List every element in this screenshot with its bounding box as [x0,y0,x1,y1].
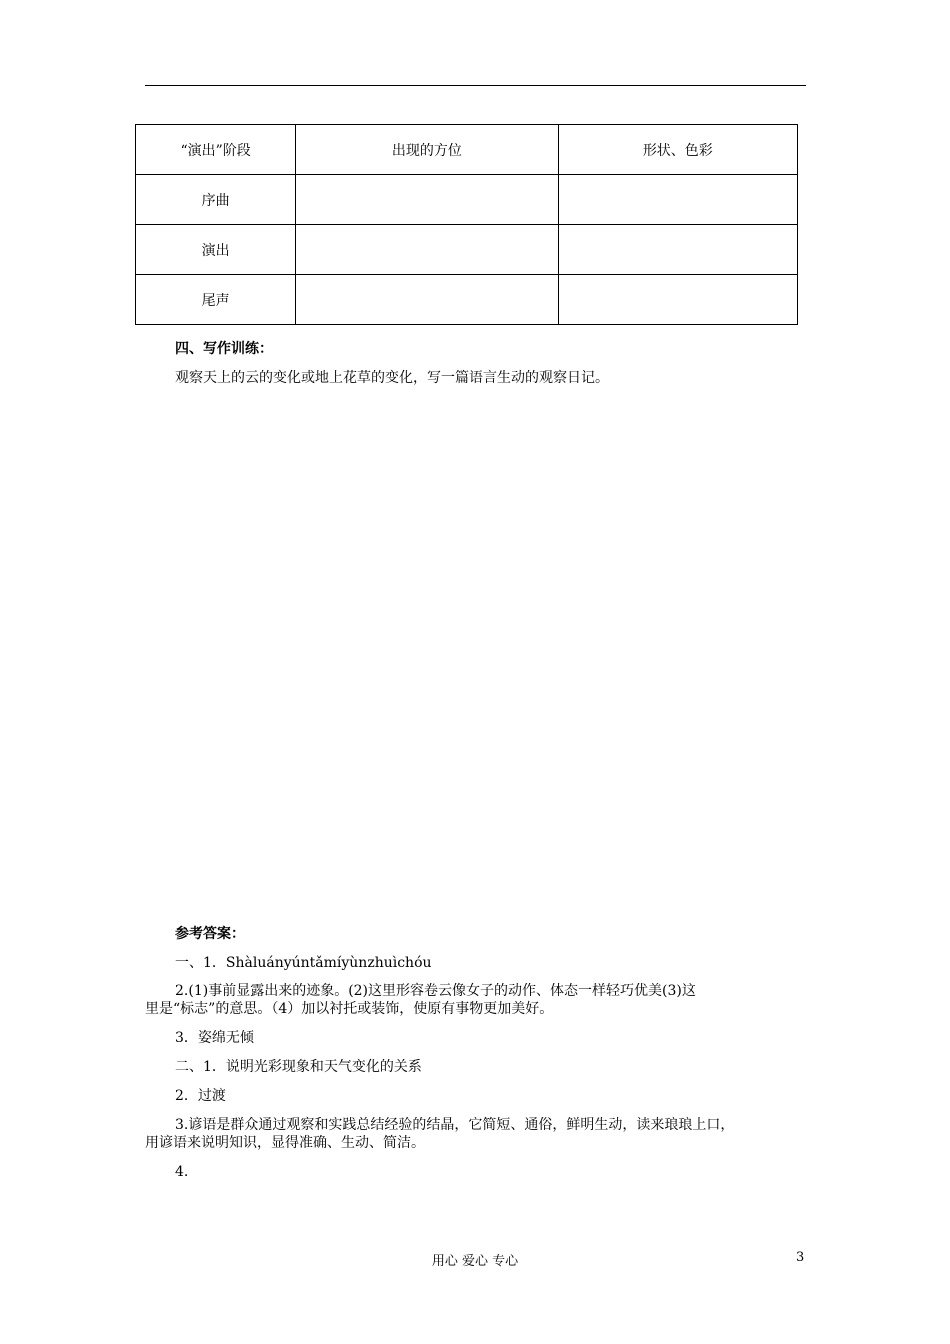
answer-1-3: 3．姿绵无倾 [175,1030,254,1046]
answer-1-1: 一、1．Shàluányúntǎmíyùnzhuìchóu [175,955,432,971]
page-number: 3 [796,1250,805,1265]
answer-2-3-line1: 3.谚语是群众通过观察和实践总结经验的结晶，它简短、通俗，鲜明生动，读来琅琅上口， [175,1117,735,1133]
answer-1-2-line2: 里是“标志”的意思。（4）加以衬托或装饰，使原有事物更加美好。 [145,1001,554,1017]
table-header-row [136,125,798,175]
answers-heading: 参考答案： [175,926,245,942]
answer-2-2: 2．过渡 [175,1088,226,1104]
answer-2-1: 二、1．说明光彩现象和天气变化的关系 [175,1059,422,1075]
header-stage: “演出”阶段 [136,125,296,175]
answer-1-2-line1: 2.(1)事前显露出来的迹象。(2)这里形容卷云像女子的动作、体态一样轻巧优美(3)这 [175,983,696,999]
header-rule [145,85,806,86]
section4-heading: 四、写作训练： [175,341,273,357]
row-shape-cell [558,275,797,325]
row-position-cell [296,225,558,275]
table-row [136,225,798,275]
row-position-cell [296,275,558,325]
table-row [136,275,798,325]
row-position-cell [296,175,558,225]
row-shape-cell [558,225,797,275]
header-shape-color: 形状、色彩 [558,125,797,175]
answer-2-3-line2: 用谚语来说明知识，显得准确、生动、简洁。 [145,1135,425,1151]
footer-motto: 用心 爱心 专心 [431,1254,519,1269]
header-position: 出现的方位 [296,125,558,175]
answer-2-4: 4. [175,1164,189,1180]
row-stage: 序曲 [136,175,296,225]
section4-text: 观察天上的云的变化或地上花草的变化，写一篇语言生动的观察日记。 [175,370,609,386]
stage-table [135,124,798,325]
table-row [136,175,798,225]
row-shape-cell [558,175,797,225]
row-stage: 演出 [136,225,296,275]
row-stage: 尾声 [136,275,296,325]
